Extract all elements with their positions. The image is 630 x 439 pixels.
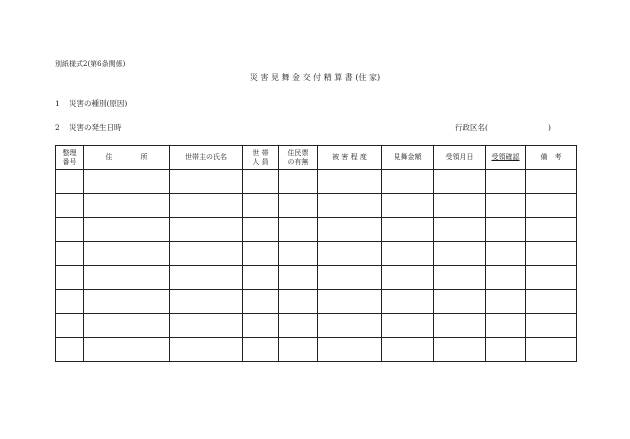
table-cell[interactable] bbox=[279, 338, 318, 362]
table-cell[interactable] bbox=[382, 242, 434, 266]
table-cell[interactable] bbox=[382, 290, 434, 314]
table-cell[interactable] bbox=[279, 194, 318, 218]
table-cell[interactable] bbox=[56, 266, 84, 290]
table-cell[interactable] bbox=[56, 170, 84, 194]
table-cell[interactable] bbox=[434, 266, 486, 290]
table-body bbox=[56, 170, 577, 362]
table-cell[interactable] bbox=[84, 218, 170, 242]
table-cell[interactable] bbox=[526, 290, 577, 314]
document-title: 災 害 見 舞 金 交 付 精 算 書 (住 家) bbox=[249, 73, 381, 82]
table-cell[interactable] bbox=[84, 338, 170, 362]
item-text: 災害の発生日時 bbox=[69, 123, 122, 132]
table-cell[interactable] bbox=[170, 314, 243, 338]
table-cell[interactable] bbox=[526, 218, 577, 242]
table-cell[interactable] bbox=[382, 170, 434, 194]
table-cell[interactable] bbox=[170, 242, 243, 266]
table-cell[interactable] bbox=[170, 194, 243, 218]
table-cell[interactable] bbox=[84, 194, 170, 218]
table-cell[interactable] bbox=[526, 242, 577, 266]
table-cell[interactable] bbox=[526, 194, 577, 218]
table-cell[interactable] bbox=[434, 338, 486, 362]
table-cell[interactable] bbox=[526, 266, 577, 290]
table-cell[interactable] bbox=[318, 338, 382, 362]
table-cell[interactable] bbox=[84, 290, 170, 314]
table-cell[interactable] bbox=[486, 194, 526, 218]
table-cell[interactable] bbox=[318, 266, 382, 290]
table-cell[interactable] bbox=[318, 314, 382, 338]
district-close: ) bbox=[547, 123, 551, 132]
header-damage-extent: 被 害 程 度 bbox=[318, 146, 382, 170]
table-cell[interactable] bbox=[434, 314, 486, 338]
header-receipt-confirmation: 受領確認 bbox=[486, 146, 526, 170]
table-cell[interactable] bbox=[243, 242, 279, 266]
district-name-field bbox=[455, 122, 551, 133]
table-cell[interactable] bbox=[279, 290, 318, 314]
table-cell[interactable] bbox=[84, 314, 170, 338]
item-number: 2 bbox=[55, 123, 60, 132]
table-cell[interactable] bbox=[279, 314, 318, 338]
table-cell[interactable] bbox=[486, 290, 526, 314]
table-cell[interactable] bbox=[279, 218, 318, 242]
table-cell[interactable] bbox=[279, 242, 318, 266]
form-label: 別紙様式2(第6条関係) bbox=[55, 60, 126, 68]
table-cell[interactable] bbox=[434, 218, 486, 242]
table-cell[interactable] bbox=[170, 218, 243, 242]
item-text: 災害の種別(原因) bbox=[69, 99, 128, 108]
table-cell[interactable] bbox=[243, 338, 279, 362]
item-occurrence-datetime bbox=[55, 122, 122, 133]
table-cell[interactable] bbox=[279, 266, 318, 290]
table-cell[interactable] bbox=[56, 218, 84, 242]
table-cell[interactable] bbox=[382, 266, 434, 290]
item-number: 1 bbox=[55, 99, 60, 108]
table-cell[interactable] bbox=[434, 170, 486, 194]
table-cell[interactable] bbox=[318, 290, 382, 314]
table-cell[interactable] bbox=[56, 314, 84, 338]
table-cell[interactable] bbox=[84, 266, 170, 290]
table-cell[interactable] bbox=[318, 170, 382, 194]
table-cell[interactable] bbox=[170, 290, 243, 314]
table-cell[interactable] bbox=[318, 194, 382, 218]
table-cell[interactable] bbox=[526, 338, 577, 362]
table-cell[interactable] bbox=[279, 170, 318, 194]
header-householder-name: 世帯主の氏名 bbox=[170, 146, 243, 170]
table-row bbox=[56, 338, 577, 362]
header-solatium-amount: 見舞金額 bbox=[382, 146, 434, 170]
table-cell[interactable] bbox=[382, 338, 434, 362]
header-resident-record: 住民票 の有無 bbox=[279, 146, 318, 170]
table-cell[interactable] bbox=[243, 314, 279, 338]
table-row bbox=[56, 218, 577, 242]
table-cell[interactable] bbox=[486, 266, 526, 290]
table-cell[interactable] bbox=[434, 194, 486, 218]
table-cell[interactable] bbox=[56, 290, 84, 314]
table-cell[interactable] bbox=[243, 218, 279, 242]
table-cell[interactable] bbox=[84, 170, 170, 194]
table-cell[interactable] bbox=[318, 218, 382, 242]
district-label: 行政区名( bbox=[455, 123, 488, 132]
table-cell[interactable] bbox=[56, 338, 84, 362]
table-row bbox=[56, 242, 577, 266]
table-cell[interactable] bbox=[382, 194, 434, 218]
table-row bbox=[56, 314, 577, 338]
header-remarks: 備 考 bbox=[526, 146, 577, 170]
table-cell[interactable] bbox=[434, 242, 486, 266]
table-cell[interactable] bbox=[318, 242, 382, 266]
table-cell[interactable] bbox=[243, 266, 279, 290]
header-serial-number: 整理 番号 bbox=[56, 146, 84, 170]
table-cell[interactable] bbox=[526, 314, 577, 338]
table-cell[interactable] bbox=[170, 170, 243, 194]
table-header-row bbox=[56, 146, 577, 170]
table-cell[interactable] bbox=[382, 218, 434, 242]
table-cell[interactable] bbox=[486, 170, 526, 194]
table-cell[interactable] bbox=[382, 314, 434, 338]
table-cell[interactable] bbox=[243, 194, 279, 218]
table-cell[interactable] bbox=[56, 194, 84, 218]
table-cell[interactable] bbox=[84, 242, 170, 266]
table-cell[interactable] bbox=[434, 290, 486, 314]
table-cell[interactable] bbox=[486, 338, 526, 362]
header-receipt-date: 受領月日 bbox=[434, 146, 486, 170]
settlement-table bbox=[55, 145, 577, 362]
table-row bbox=[56, 266, 577, 290]
table-cell[interactable] bbox=[243, 170, 279, 194]
table-row bbox=[56, 290, 577, 314]
table-cell[interactable] bbox=[56, 242, 84, 266]
header-household-members: 世 帯 人 員 bbox=[243, 146, 279, 170]
table-cell[interactable] bbox=[486, 314, 526, 338]
table-cell[interactable] bbox=[526, 170, 577, 194]
table-cell[interactable] bbox=[243, 290, 279, 314]
table-cell[interactable] bbox=[486, 218, 526, 242]
table-row bbox=[56, 170, 577, 194]
header-address: 住 所 bbox=[84, 146, 170, 170]
table-cell[interactable] bbox=[486, 242, 526, 266]
table-cell[interactable] bbox=[170, 266, 243, 290]
table-cell[interactable] bbox=[170, 338, 243, 362]
table-row bbox=[56, 194, 577, 218]
item-disaster-type bbox=[55, 98, 127, 109]
